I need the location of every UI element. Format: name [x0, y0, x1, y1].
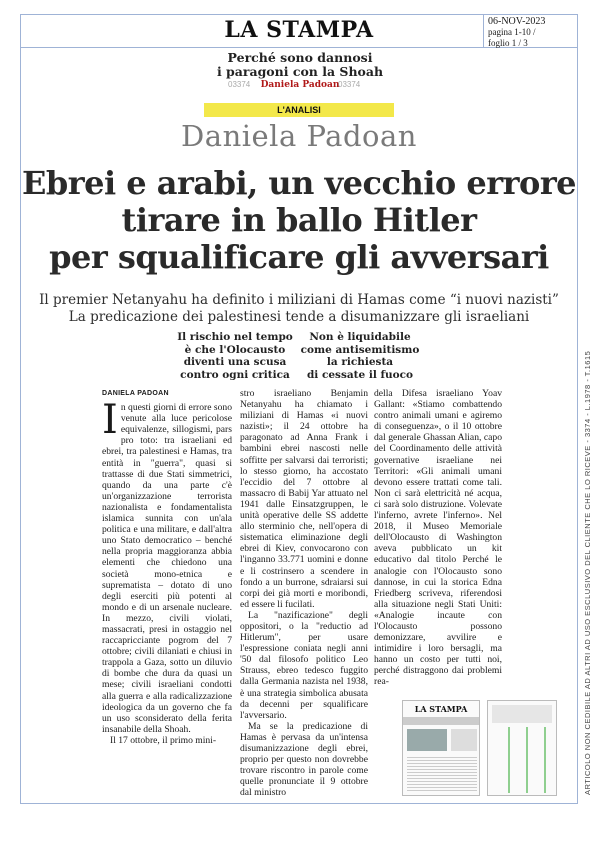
pullquote-left-line: Il rischio nel tempo: [177, 331, 293, 343]
clipping-metadata: [483, 14, 578, 48]
headline-line1: Ebrei e arabi, un vecchio errore: [21, 164, 577, 202]
pullquote-right-line: Non è liquidabile: [309, 331, 411, 343]
kicker-code-right: 03374: [338, 80, 361, 89]
thumbnail-heading: [492, 705, 552, 723]
pullquote-right-line: di cessate il fuoco: [306, 368, 414, 381]
paragraph: Ma se la predicazione di Hamas è pervasa da un'intensa disumanizzazione degli ebrei, proprio per questo non dovrebbe trovare riscontro in parole come quelle pronunciate il 9 ottobre dal ministro: [240, 720, 368, 799]
kicker-author: Daniela Padoan: [260, 80, 340, 90]
article-column-1: [102, 388, 232, 746]
thumbnail-columns: [492, 727, 552, 793]
pullquote-left: [175, 331, 295, 381]
article-column-3: [374, 388, 502, 688]
thumbnail-logo: LA STAMPA: [414, 704, 468, 714]
article-subhead: [20, 292, 578, 326]
clipping-page: pagina 1-10 /: [488, 27, 536, 37]
article-byline: DANIELA PADOAN: [102, 390, 169, 397]
pullquote-right-line: la richiesta: [326, 356, 394, 368]
headline-line3: per squalificare gli avversari: [49, 238, 549, 276]
pullquote-left-line: contro ogni critica: [180, 368, 290, 381]
thumbnail-photo: [407, 729, 447, 751]
clipping-sheet: foglio 1 / 3: [488, 38, 528, 48]
newspaper-logo: LA STAMPA: [224, 17, 374, 43]
article-column-2: [240, 388, 368, 798]
headline-line2: tirare in ballo Hitler: [121, 201, 477, 239]
section-label: L'ANALISI: [204, 103, 394, 117]
dropcap: I: [102, 397, 118, 444]
kicker-code-left: 03374: [228, 80, 251, 89]
paragraph: n questi giorni di errore sono venute alla luce pericolose equivalenze, sillogismi, pars pro toto: tra israeliani ed ebrei, tra palestinesi e Hamas, tra entità in "guerra", quasi si trattasse di due Stati simmetrici, quando da una parte c'è un'organizzazione terrorista nazionalista e fondamentalista islamica sunnita con un'ala politica e una militare, e dall'altra uno Stato democratico – benché nella propria maggioranza abbia elementi che chiedono una società mono-etnica e suprematista – dotato di uno degli eserciti più potenti al mondo e di un arsenale nucleare. In mezzo, civili violati, massacrati, presi in ostaggio nel raccapricciante pogrom del 7 ottobre; civili dilaniati e chiusi in trappola a Gaza, sotto un diluvio di bombe che dura da quasi un mese; civili israeliani condotti alla guerra e alla radicalizzazione ideologica da un governo che fa un uso sconsiderato della ferita insanabile della Shoah.: [102, 402, 232, 735]
thumbnail-text-block: [451, 729, 477, 751]
copyright-side-note: ARTICOLO NON CEDIBILE AD ALTRI AD USO ESCLUSIVO DEL CLIENTE CHE LO RICEVE - 3374 - L.1978 - T.1615: [583, 350, 592, 795]
page-thumbnail-front: [402, 700, 480, 796]
paragraph: della Difesa israeliano Yoav Gallant: «Stiamo combattendo contro animali umani e agiremo di conseguenza», o il 10 ottobre dal generale Ghassan Alian, capo del Coordinamento delle attività governative israeliane nei Territori: «Gli animali umani devono essere trattati come tali. Non ci sarà elettricità né acqua, ci sarà solo distruzione. Volevate l'inferno, avrete l'inferno». Nel 2018, il Museo Memoriale dell'Olocausto di Washington aveva pubblicato un kit educativo dal titolo Perché le analogie con l'Olocausto sono dannose, in cui la storica Edna Friedberg scriveva, riferendosi alla situazione negli Stati Uniti: «Analogie incaute con l'Olocausto possono demonizzare, avvilire e intimidire i loro bersagli, ma hanno un costo per tutti noi, perché distraggono dai problemi rea-: [374, 388, 502, 688]
page-thumbnail-inner: [487, 700, 557, 796]
paragraph: Il 17 ottobre, il primo mini-: [110, 734, 217, 746]
article-headline: [20, 165, 578, 276]
paragraph: La "nazificazione" degli oppositori, o la "reductio ad Hitlerum", per usare l'espressione coniata negli anni '50 dal filosofo politico Leo Strauss, ebreo tedesco fuggito dalla Germania nazista nel 1938, è una strategia simbolica abusata da decenni per squalificare l'avversario.: [240, 609, 368, 721]
pullquote-left-line: diventi una scusa: [183, 356, 287, 368]
clipping-date: 06-NOV-2023: [488, 16, 546, 27]
pullquote-left-line: è che l'Olocausto: [184, 343, 286, 356]
kicker-title-line2: i paragoni con la Shoah: [216, 64, 384, 79]
pullquote-right-line: come antisemitismo: [300, 343, 420, 356]
subhead-line2: La predicazione dei palestinesi tende a disumanizzare gli israeliani: [68, 309, 530, 325]
author-byline: Daniela Padoan: [181, 119, 417, 153]
thumbnail-headline-bar: [403, 717, 479, 725]
kicker-title-line1: Perché sono dannosi: [227, 50, 373, 65]
thumbnail-text-lines: [407, 755, 477, 793]
pullquote-right: [300, 331, 420, 381]
subhead-line1: Il premier Netanyahu ha definito i miliziani di Hamas come “i nuovi nazisti”: [39, 292, 559, 308]
paragraph: stro israeliano Benjamin Netanyahu ha chiamato i miliziani di Hamas «i nuovi nazisti»; il 24 ottobre ha paragonato ad Anna Frank i bambini ebrei nascosti nelle soffitte per salvarsi dai terroristi; lo stesso giorno, ha accostato l'eccidio del 7 ottobre al massacro di Babij Yar attuato nel 1941 dalle Einsatzgruppen, le unità operative delle SS addette allo sterminio che, nell'opera di sistematica eliminazione degli ebrei di Kiev, convocarono con l'inganno 33.771 uomini e donne e li costrinsero a scendere in fondo a un burrone, sdraiarsi sui corpi dei già morti e moribondi, ed essere li fucilati.: [240, 388, 368, 610]
